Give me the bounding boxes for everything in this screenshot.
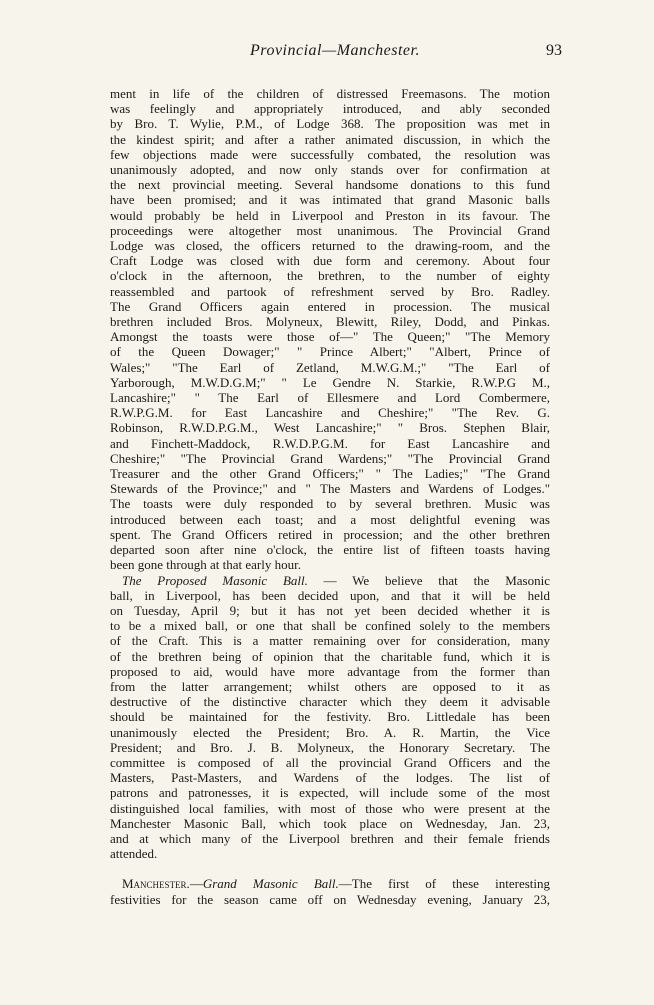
paragraph-line: festivities for the season came off on Wednesday evening, January 23, bbox=[110, 891, 550, 907]
paragraph-line: on Tuesday, April 9; but it has not yet been decided whether it is bbox=[110, 602, 550, 618]
paragraph-line: proceedings were altogether most unanimous. The Provincial Grand bbox=[110, 222, 550, 238]
paragraph-line: brethren included Bros. Molyneux, Blewitt, Riley, Dodd, and Pinkas. bbox=[110, 314, 550, 330]
running-head: Provincial—Manchester. bbox=[250, 42, 420, 59]
paragraph-line: by Bro. T. Wylie, P.M., of Lodge 368. The proposition was met in bbox=[110, 116, 550, 132]
paragraph-line: been gone through at that early hour. bbox=[110, 557, 301, 573]
page-number: 93 bbox=[546, 42, 562, 59]
section-title: Grand Masonic Ball. bbox=[202, 876, 339, 892]
paragraph-line: and Finchett-Maddock, R.W.D.P.G.M. for East Lancashire and bbox=[110, 435, 550, 451]
paragraph-line: of the Craft. This is a matter remaining over for consideration, many bbox=[110, 633, 550, 649]
paragraph-line: Lodge was closed, the officers returned to the drawing-room, and the bbox=[110, 238, 550, 254]
paragraph-line: of the brethren being of opinion that the charitable fund, which it is bbox=[110, 648, 550, 664]
paragraph-line: R.W.P.G.M. for East Lancashire and Cheshire;" "The Rev. G. bbox=[110, 405, 550, 421]
paragraph-line: spent. The Grand Officers retired in procession; and the other brethren bbox=[110, 526, 550, 542]
paragraph-line: the next provincial meeting. Several handsome donations to this fund bbox=[110, 177, 550, 193]
paragraph-line: attended. bbox=[110, 846, 158, 862]
paragraph-line: was feelingly and appropriately introduced, and ably seconded bbox=[110, 101, 550, 117]
paragraph-line: Lancashire;" " The Earl of Ellesmere and Lord Combermere, bbox=[110, 390, 550, 406]
paragraph-line: Manchester.—Grand Masonic Ball.—The first of these interesting bbox=[122, 876, 550, 892]
paragraph-line: The Proposed Masonic Ball. — We believe that the Masonic bbox=[122, 572, 550, 588]
paragraph-line: to be a mixed ball, or one that shall be confined solely to the members bbox=[110, 618, 550, 634]
paragraph-line: o'clock in the afternoon, the brethren, to the number of eighty bbox=[110, 268, 550, 284]
paragraph-line: departed soon after nine o'clock, the entire list of fifteen toasts having bbox=[110, 542, 550, 558]
paragraph-line: ment in life of the children of distressed Freemasons. The motion bbox=[110, 86, 550, 101]
paragraph-line: President; and Bro. J. B. Molyneux, the Honorary Secretary. The bbox=[110, 739, 550, 755]
paragraph-line: Craft Lodge was closed with due form and ceremony. About four bbox=[110, 253, 550, 269]
paragraph-line: The Grand Officers again entered in procession. The musical bbox=[110, 298, 550, 314]
paragraph-line: destructive of the distinctive character which they deem it advisable bbox=[110, 694, 550, 710]
paragraph-line: from the latter arrangement; whilst others are opposed to it as bbox=[110, 678, 550, 694]
paragraph-line: the kindest spirit; and after a rather animated discussion, in which the bbox=[110, 131, 550, 147]
paragraph-line: unanimously adopted, and now only stands over for confirmation at bbox=[110, 162, 550, 178]
paragraph-line: committee is composed of all the provincial Grand Officers and the bbox=[110, 754, 550, 770]
paragraph-line: proposed to aid, would have more advantage from the former than bbox=[110, 663, 550, 679]
paragraph-line: Cheshire;" "The Provincial Grand Wardens;" "The Provincial Grand bbox=[110, 450, 550, 466]
paragraph-line: Treasurer and the other Grand Officers;" " The Ladies;" "The Grand bbox=[110, 466, 550, 482]
paragraph-line: distinguished local families, with most of those who were present at the bbox=[110, 800, 550, 816]
paragraph-line: Masters, Past-Masters, and Wardens of the lodges. The list of bbox=[110, 770, 550, 786]
paragraph-line: reassembled and partook of refreshment served by Bro. Radley. bbox=[110, 283, 550, 299]
page-body bbox=[110, 86, 550, 907]
page-header bbox=[108, 42, 562, 64]
paragraph-line: few objections made were successfully combated, the resolution was bbox=[110, 146, 550, 162]
paragraph-gap bbox=[110, 861, 550, 876]
paragraph-manchester-ball bbox=[110, 876, 550, 906]
paragraph-line: should be maintained for the festivity. Bro. Littledale has been bbox=[110, 709, 550, 725]
paragraph-line: The toasts were duly responded to by several brethren. Music was bbox=[110, 496, 550, 512]
section-title: The Proposed Masonic Ball. bbox=[122, 572, 308, 588]
paragraph-line: and at which many of the Liverpool brethren and their female friends bbox=[110, 830, 550, 846]
paragraph-line: Stewards of the Province;" and " The Masters and Wardens of Lodges." bbox=[110, 481, 550, 497]
paragraph-line: Robinson, R.W.D.P.G.M., West Lancashire;" " Bros. Stephen Blair, bbox=[110, 420, 550, 436]
paragraph-line: have been promised; and it was intimated that grand Masonic balls bbox=[110, 192, 550, 208]
paragraph-line: introduced between each toast; and a most delightful evening was bbox=[110, 511, 550, 527]
paragraph-line: of the Queen Dowager;" " Prince Albert;" "Albert, Prince of bbox=[110, 344, 550, 360]
paragraph-line: Manchester Masonic Ball, which took place on Wednesday, Jan. 23, bbox=[110, 815, 550, 831]
paragraph-line: Wales;" "The Earl of Zetland, M.W.G.M.;" "The Earl of bbox=[110, 359, 550, 375]
paragraph-line: would probably be held in Liverpool and Preston in its favour. The bbox=[110, 207, 550, 223]
paragraph-provincial-meeting bbox=[110, 86, 550, 573]
paragraph-line: Yarborough, M.W.D.G.M;" " Le Gendre N. Starkie, R.W.P.G M., bbox=[110, 374, 550, 390]
section-place: Manchester. bbox=[122, 876, 190, 892]
paragraph-line: ball, in Liverpool, has been decided upon, and that it will be held bbox=[110, 587, 550, 603]
paragraph-proposed-ball bbox=[110, 573, 550, 862]
paragraph-line: Amongst the toasts were those of—" The Queen;" "The Memory bbox=[110, 329, 550, 345]
paragraph-line: unanimously elected the President; Bro. A. R. Martin, the Vice bbox=[110, 724, 550, 740]
paragraph-line: patrons and patronesses, it is expected, will include some of the most bbox=[110, 785, 550, 801]
